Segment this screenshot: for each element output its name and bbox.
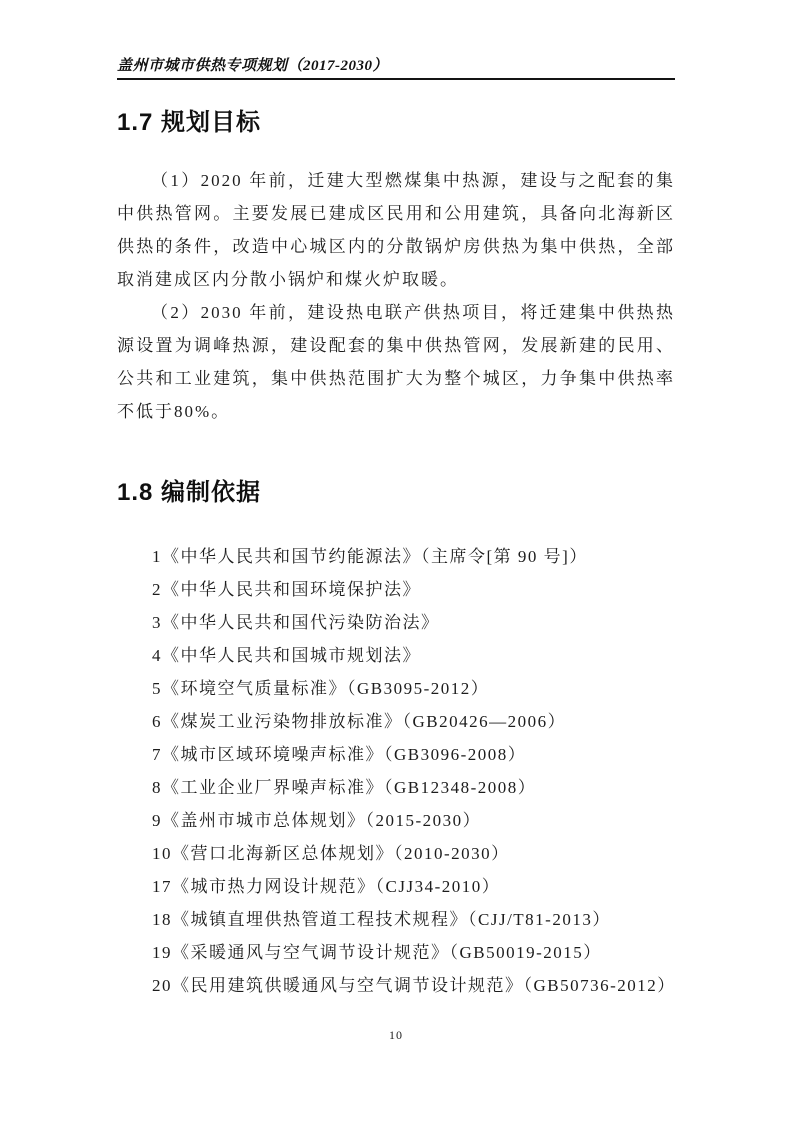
page-number: 10 — [389, 1028, 403, 1042]
reference-item-4: 4《中华人民共和国城市规划法》 — [152, 646, 421, 665]
document-header-title: 盖州市城市供热专项规划（2017-2030） — [117, 58, 388, 74]
reference-item-8: 8《工业企业厂界噪声标准》（GB12348-2008） — [152, 778, 537, 797]
reference-list — [117, 540, 675, 1002]
reference-item-17: 17《城市热力网设计规范》（CJJ34-2010） — [152, 877, 501, 896]
reference-item-18: 18《城镇直埋供热管道工程技术规程》（CJJ/T81-2013） — [152, 910, 611, 929]
reference-item-3: 3《中华人民共和国代污染防治法》 — [152, 613, 440, 632]
paragraph-2020-goal: （1）2020 年前，迁建大型燃煤集中热源，建设与之配套的集中供热管网。主要发展已建成区民用和公用建筑，具备向北海新区供热的条件，改造中心城区内的分散锅炉房供热为集中供热，全部取消建成区内分散小锅炉和煤火炉取暖。 — [117, 171, 675, 289]
reference-item-19: 19《采暖通风与空气调节设计规范》（GB50019-2015） — [152, 943, 602, 962]
reference-item-2: 2《中华人民共和国环境保护法》 — [152, 580, 421, 599]
reference-item-1: 1《中华人民共和国节约能源法》（主席令[第 90 号]） — [152, 547, 588, 566]
reference-item-6: 6《煤炭工业污染物排放标准》（GB20426—2006） — [152, 712, 567, 731]
page-header — [117, 54, 675, 80]
section-heading-1-7: 1.7 规划目标 — [117, 109, 262, 136]
reference-item-7: 7《城市区域环境噪声标准》（GB3096-2008） — [152, 745, 527, 764]
section-heading-1-8: 1.8 编制依据 — [117, 479, 262, 506]
paragraph-2030-goal: （2）2030 年前，建设热电联产供热项目，将迁建集中供热热源设置为调峰热源，建设配套的集中供热管网，发展新建的民用、公共和工业建筑，集中供热范围扩大为整个城区，力争集中供热率不低于80%。 — [117, 303, 675, 421]
reference-item-5: 5《环境空气质量标准》（GB3095-2012） — [152, 679, 490, 698]
reference-item-9: 9《盖州市城市总体规划》（2015-2030） — [152, 811, 482, 830]
reference-item-20: 20《民用建筑供暖通风与空气调节设计规范》（GB50736-2012） — [152, 976, 676, 995]
reference-item-10: 10《营口北海新区总体规划》（2010-2030） — [152, 844, 510, 863]
